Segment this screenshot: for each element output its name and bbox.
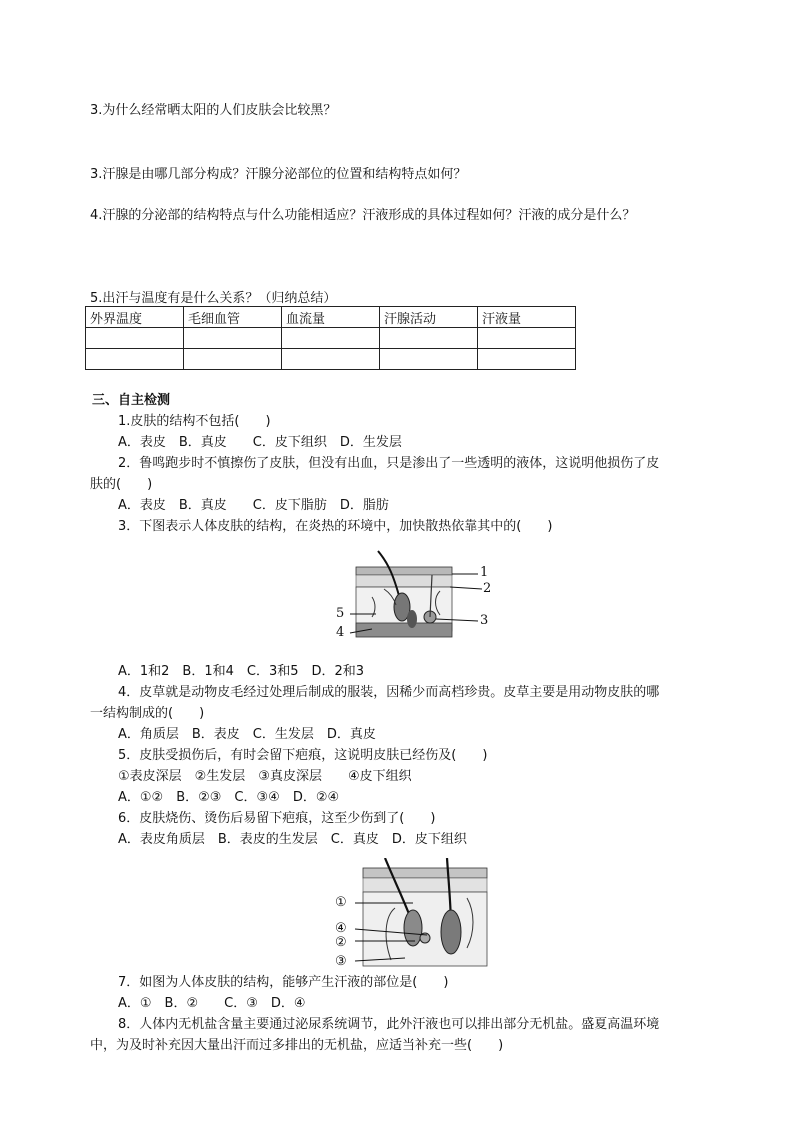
skin-diagram-2 [335,858,490,970]
item-6-options: A．表皮角质层 B．表皮的生发层 C．真皮 D．皮下组织 [118,832,467,847]
table-header-cell: 汗液量 [478,307,576,328]
item-2-line-1: 2．鲁鸣跑步时不慎擦伤了皮肤，但没有出血，只是渗出了一些透明的液体，这说明他损伤了皮 [118,456,660,471]
table-header-cell: 毛细血管 [184,307,282,328]
question-4: 4.汗腺的分泌部的结构特点与什么功能相适应？汗液形成的具体过程如何？汗液的成分是什么？ [90,208,636,223]
item-5: 5．皮肤受损伤后，有时会留下疤痕，这说明皮肤已经伤及( ) [118,748,488,763]
item-6: 6．皮肤烧伤、烫伤后易留下疤痕，这至少伤到了( ) [118,811,436,826]
item-3: 3．下图表示人体皮肤的结构，在炎热的环境中，加快散热依靠其中的( ) [118,519,553,534]
skin-diagram-1 [332,545,500,645]
table-header-cell: 外界温度 [86,307,184,328]
table-cell[interactable] [86,349,184,370]
table-cell[interactable] [184,349,282,370]
item-7-options: A．① B．② C．③ D．④ [118,996,306,1011]
figure-1-label-4: 4 [336,625,345,640]
item-5-statements: ①表皮深层 ②生发层 ③真皮深层 ④皮下组织 [118,769,412,784]
skin-structure-figure-1 [332,545,500,645]
item-1-options: A．表皮 B．真皮 C．皮下组织 D．生发层 [118,435,402,450]
figure-2-label-1: ① [335,895,347,910]
item-4-line-1: 4．皮草就是动物皮毛经过处理后制成的服装，因稀少而高档珍贵。皮草主要是用动物皮肤的哪 [118,685,660,700]
item-8-line-2: 中，为及时补充因大量出汗而过多排出的无机盐，应适当补充一些( ) [90,1038,504,1053]
table-cell[interactable] [380,328,478,349]
question-3a: 3.为什么经常晒太阳的人们皮肤会比较黑？ [90,103,337,118]
question-3b: 3.汗腺是由哪几部分构成？汗腺分泌部位的位置和结构特点如何？ [90,167,467,182]
figure-2-label-4: ④ [335,921,347,936]
item-8-line-1: 8．人体内无机盐含量主要通过泌尿系统调节，此外汗液也可以排出部分无机盐。盛夏高温环境 [118,1017,660,1032]
item-2-line-2: 肤的( ) [90,477,153,492]
table-row [86,328,576,349]
table-cell[interactable] [380,349,478,370]
figure-2-label-2: ② [335,935,347,950]
figure-2-label-3: ③ [335,954,347,969]
figure-1-label-1: 1 [480,565,489,580]
table-cell[interactable] [86,328,184,349]
section-title: 三、自主检测 [92,393,171,408]
item-7: 7．如图为人体皮肤的结构，能够产生汗液的部位是( ) [118,975,449,990]
table-cell[interactable] [184,328,282,349]
item-1: 1.皮肤的结构不包括( ) [118,414,271,429]
item-4-line-2: 一结构制成的( ) [90,706,205,721]
table-row [86,349,576,370]
figure-1-label-3: 3 [480,613,489,628]
item-5-options: A．①② B．②③ C．③④ D．②④ [118,790,340,805]
table-cell[interactable] [282,349,380,370]
item-3-options: A．1和2 B．1和4 C．3和5 D．2和3 [118,664,365,679]
table-header-cell: 血流量 [282,307,380,328]
skin-structure-figure-2 [335,858,490,970]
table-header-row [86,307,576,328]
table-cell[interactable] [282,328,380,349]
figure-1-label-5: 5 [336,606,345,621]
table-header-cell: 汗腺活动 [380,307,478,328]
table-cell[interactable] [478,328,576,349]
item-4-options: A．角质层 B．表皮 C．生发层 D．真皮 [118,727,376,742]
question-5: 5.出汗与温度有是什么关系？（归纳总结） [90,291,337,306]
item-2-options: A．表皮 B．真皮 C．皮下脂肪 D．脂肪 [118,498,389,513]
figure-1-label-2: 2 [483,581,492,596]
table-cell[interactable] [478,349,576,370]
sweat-temperature-table [85,306,576,370]
